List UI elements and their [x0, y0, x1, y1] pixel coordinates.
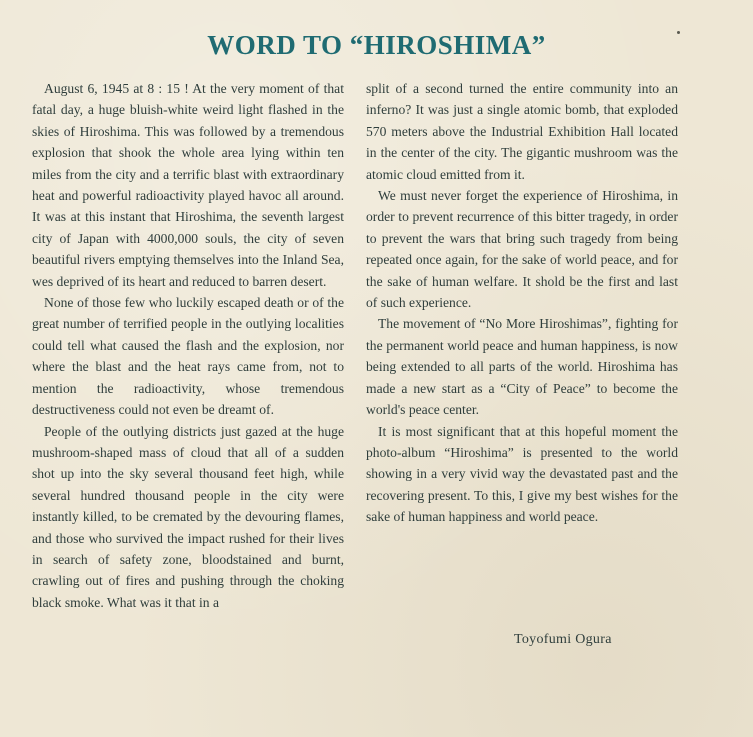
paragraph: We must never forget the experience of Hiroshima, in order to prevent recurrence of this bitter tragedy, in order to prevent the wars that bring such tragedy from being repeated once again, for the sake of world peace, and for the sake of human welfare. It shold be the first and last of such experience.: [366, 188, 678, 311]
right-column: [366, 78, 678, 528]
paper-speck: [677, 31, 680, 34]
paragraph: The movement of “No More Hiroshimas”, fighting for the permanent world peace and human happiness, is now being extended to all parts of the world. Hiroshima has made a new start as a “City of Peace” to become the world's peace center.: [366, 316, 678, 418]
paragraph: August 6, 1945 at 8 : 15 ! At the very moment of that fatal day, a huge bluish-white weird light flashed in the skies of Hiroshima. This was followed by a tremendous explosion that shook the whole area lying within ten miles from the city and a terrific blast with extraordinary heat and powerful radioactivity played havoc all around. It was at this instant that Hiroshima, the seventh largest city of Japan with 4000,000 souls, the city of seven beautiful rivers emptying themselves into the Inland Sea, wes deprived of its heart and reduced to barren desert.: [32, 81, 344, 289]
paragraph: None of those few who luckily escaped death or of the great number of terrified people in the outlying localities could tell what caused the flash and the explosion, nor where the blast and the heat rays came from, not to mention the radioactivity, whose tremendous destructiveness could not even be dreamt of.: [32, 295, 344, 418]
paragraph: It is most significant that at this hopeful moment the photo-album “Hiroshima” is presented to the world showing in a very vivid way the devastated past and the recovering present. To this, I give my best wishes for the sake of human happiness and world peace.: [366, 423, 678, 525]
author-signature: Toyofumi Ogura: [514, 632, 612, 647]
paragraph-continuation: split of a second turned the entire community into an inferno? It was just a single atomic bomb, that exploded 570 meters above the Industrial Exhibition Hall located in the center of the city. The gigantic mushroom was the atomic cloud emitted from it.: [366, 81, 678, 182]
paragraph: People of the outlying districts just gazed at the huge mushroom-shaped mass of cloud that all of a sudden shot up into the sky several thousand feet high, while several hundred thousand people in the city were instantly killed, to be cremated by the devouring flames, and those who survived the impact rushed for their lives in search of safety zone, bloodstained and burnt, crawling out of fires and pushing through the choking black smoke. What was it that in a: [32, 423, 344, 610]
page-title: WORD TO “HIROSHIMA”: [207, 30, 546, 60]
left-column: [32, 78, 344, 613]
